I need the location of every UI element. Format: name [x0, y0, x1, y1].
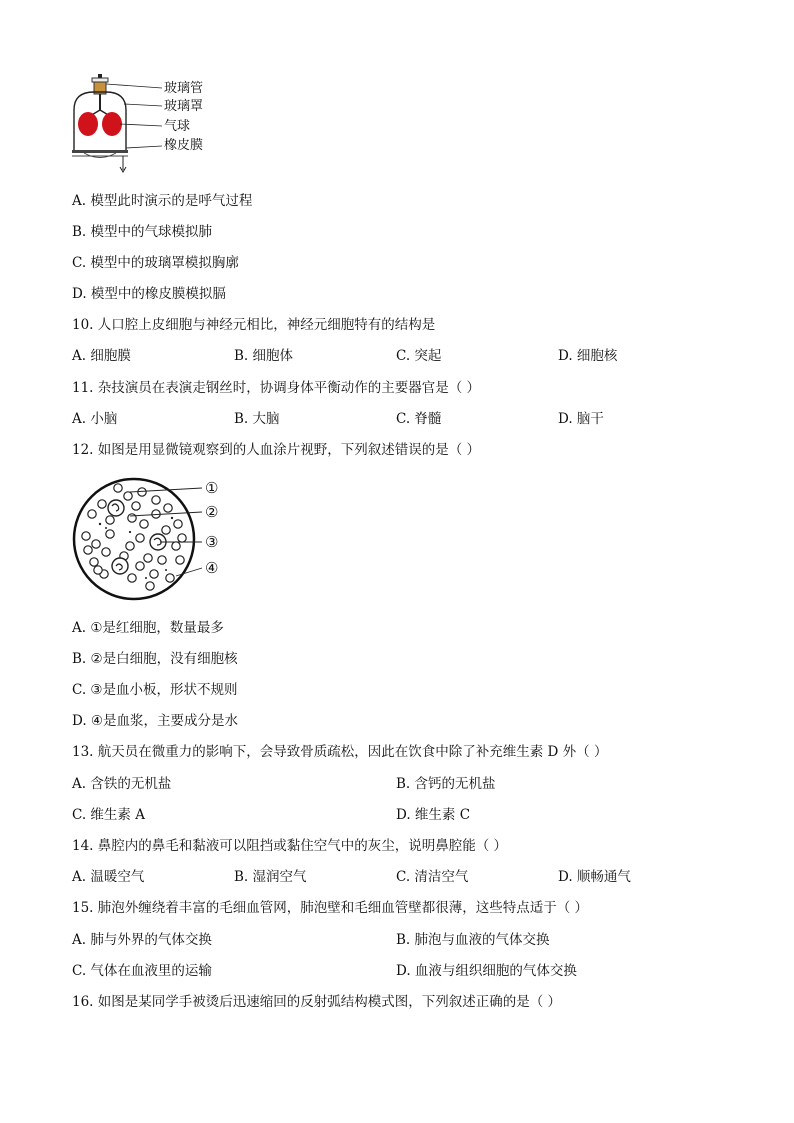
q11-option-b: B. 大脑	[234, 411, 280, 427]
red-blood-cell	[94, 566, 102, 574]
smear-label-2: ②	[205, 503, 219, 521]
q15-stem: 15. 肺泡外缠绕着丰富的毛细血管网，肺泡壁和毛细血管壁都很薄，这些特点适于（ ）	[72, 900, 589, 916]
red-blood-cell	[106, 530, 114, 538]
q14-option-d: D. 顺畅通气	[558, 869, 631, 885]
red-blood-cell	[102, 548, 110, 556]
smear-label-1: ①	[205, 479, 219, 497]
q16-stem: 16. 如图是某同学手被烫后迅速缩回的反射弧结构模式图，下列叙述正确的是（ ）	[72, 994, 562, 1010]
red-blood-cell	[90, 558, 98, 566]
red-blood-cell	[106, 516, 114, 524]
q10-option-c: C. 突起	[396, 348, 442, 364]
red-blood-cell	[114, 484, 122, 492]
q13-option-d: D. 维生素 C	[396, 807, 471, 823]
q14-option-c: C. 清洁空气	[396, 869, 469, 885]
smear-label-3: ③	[205, 533, 219, 551]
q13-option-b: B. 含钙的无机盐	[396, 776, 496, 792]
red-blood-cell	[82, 532, 90, 540]
red-blood-cell	[146, 582, 154, 590]
q14-option-a: A. 温暖空气	[72, 869, 145, 885]
q12-option-a: A. ①是红细胞，数量最多	[72, 620, 224, 636]
q12-option-d: D. ④是血浆，主要成分是水	[72, 713, 239, 729]
q9-option-d: D. 模型中的橡皮膜模拟膈	[72, 286, 226, 302]
q11-option-c: C. 脊髓	[396, 411, 442, 427]
blood-smear-leaders	[130, 480, 210, 580]
q15-option-b: B. 肺泡与血液的气体交换	[396, 932, 550, 948]
red-blood-cell	[88, 510, 96, 518]
q15-option-a: A. 肺与外界的气体交换	[72, 932, 212, 948]
lung-model-figure	[68, 70, 248, 175]
lung-label-bell-jar: 玻璃罩	[164, 99, 204, 114]
lung-label-balloon: 气球	[164, 119, 191, 134]
q12-option-b: B. ②是白细胞，没有细胞核	[72, 651, 238, 667]
q12-stem: 12. 如图是用显微镜观察到的人血涂片视野，下列叙述错误的是（ ）	[72, 442, 481, 458]
q11-option-a: A. 小脑	[72, 411, 118, 427]
q13-option-a: A. 含铁的无机盐	[72, 776, 172, 792]
red-blood-cell	[84, 546, 92, 554]
smear-label-4: ④	[205, 559, 219, 577]
q15-option-c: C. 气体在血液里的运输	[72, 963, 212, 979]
q13-option-c: C. 维生素 A	[72, 807, 145, 823]
q10-option-a: A. 细胞膜	[72, 348, 131, 364]
q11-stem: 11. 杂技演员在表演走钢丝时，协调身体平衡动作的主要器官是（ ）	[72, 380, 481, 396]
q12-option-c: C. ③是血小板，形状不规则	[72, 682, 238, 698]
q10-option-b: B. 细胞体	[234, 348, 294, 364]
q14-option-b: B. 湿润空气	[234, 869, 307, 885]
q15-option-d: D. 血液与组织细胞的气体交换	[396, 963, 577, 979]
q13-stem: 13. 航天员在微重力的影响下，会导致骨质疏松，因此在饮食中除了补充维生素 D 外（ ）	[72, 744, 608, 760]
lung-label-membrane: 橡皮膜	[164, 138, 204, 153]
red-blood-cell	[98, 500, 106, 508]
lung-label-glass-tube: 玻璃管	[164, 81, 204, 96]
red-blood-cell	[92, 540, 100, 548]
q10-stem: 10. 人口腔上皮细胞与神经元相比，神经元细胞特有的结构是	[72, 317, 436, 333]
q9-option-c: C. 模型中的玻璃罩模拟胸廓	[72, 255, 239, 271]
q9-option-a: A. 模型此时演示的是呼气过程	[72, 193, 253, 209]
q11-option-d: D. 脑干	[558, 411, 604, 427]
q9-option-b: B. 模型中的气球模拟肺	[72, 224, 213, 240]
q10-option-d: D. 细胞核	[558, 348, 618, 364]
q14-stem: 14. 鼻腔内的鼻毛和黏液可以阻挡或黏住空气中的灰尘，说明鼻腔能（ ）	[72, 838, 508, 854]
